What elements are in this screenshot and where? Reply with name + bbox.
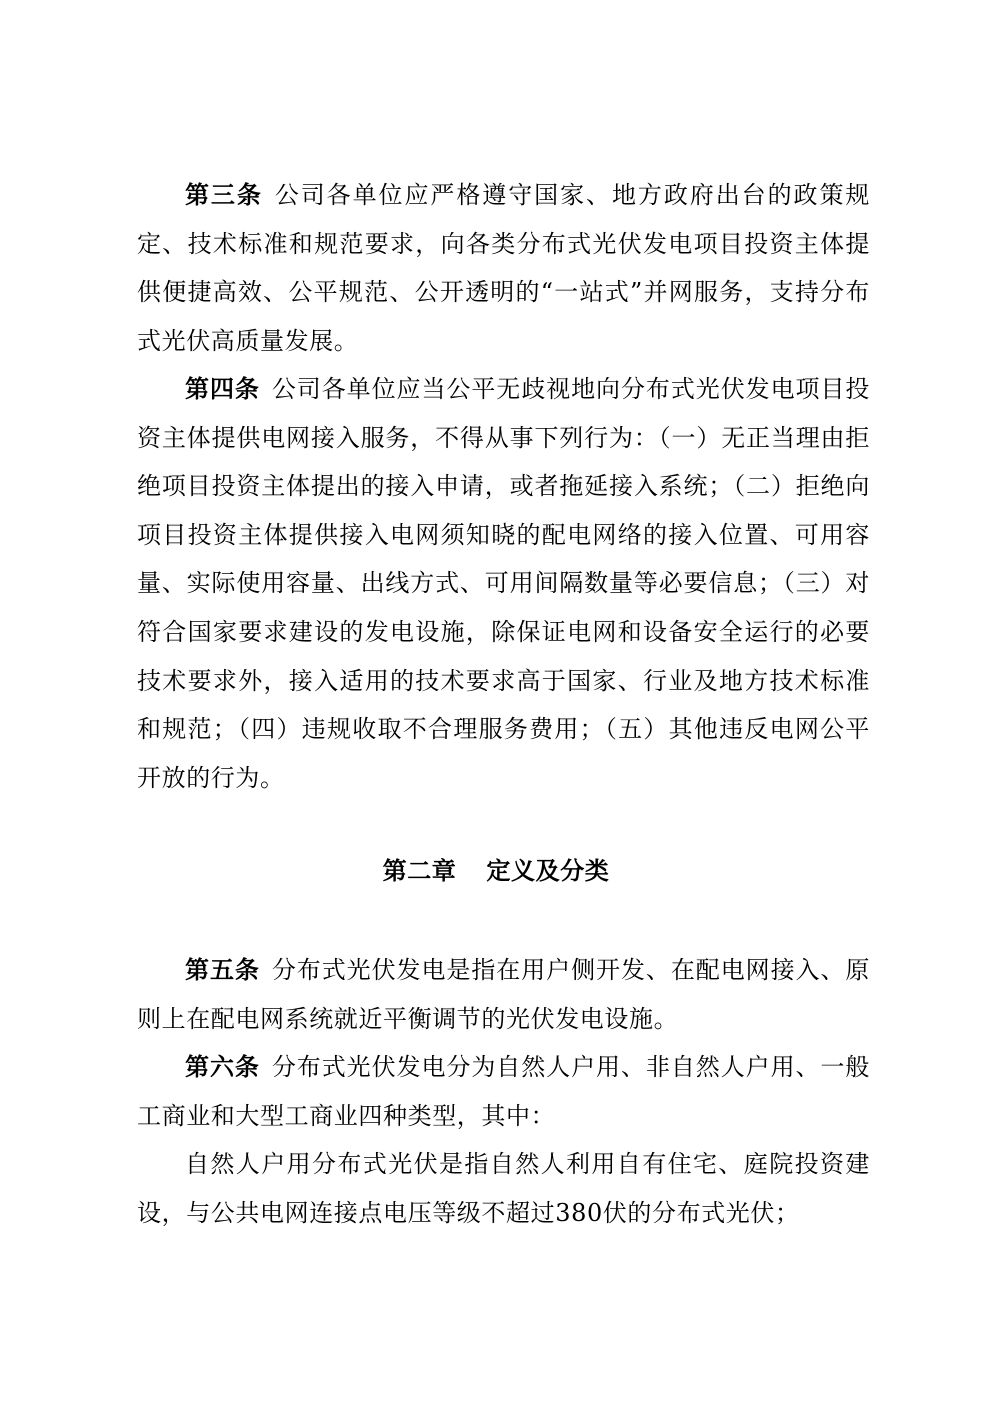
article-5-text: 分布式光伏发电是指在用户侧开发、在配电网接入、原则上在配电网系统就近平衡调节的光伏发电设施。 bbox=[137, 956, 870, 1033]
article-4-heading: 第四条 bbox=[185, 375, 260, 403]
article-3 bbox=[137, 171, 870, 365]
article-6 bbox=[137, 1043, 870, 1140]
article-6-text: 分布式光伏发电分为自然人户用、非自然人户用、一般工商业和大型工商业四种类型，其中： bbox=[137, 1053, 870, 1130]
article-6-heading: 第六条 bbox=[185, 1053, 260, 1081]
chapter-number: 第二章 bbox=[382, 857, 457, 885]
article-3-heading: 第三条 bbox=[185, 181, 263, 209]
article-4-text: 公司各单位应当公平无歧视地向分布式光伏发电项目投资主体提供电网接入服务，不得从事下列行为：（一）无正当理由拒绝项目投资主体提出的接入申请，或者拖延接入系统；（二）拒绝向项目投资主体提供接入电网须知晓的配电网络的接入位置、可用容量、实际使用容量、出线方式、可用间隔数量等必要信息；（三）对符合国家要求建设的发电设施，除保证电网和设备安全运行的必要技术要求外，接入适用的技术要求高于国家、行业及地方技术标准和规范；（四）违规收取不合理服务费用；（五）其他违反电网公平开放的行为。 bbox=[137, 375, 870, 792]
article-4 bbox=[137, 365, 870, 802]
article-5 bbox=[137, 946, 870, 1043]
chapter-title: 定义及分类 bbox=[486, 857, 610, 885]
article-5-heading: 第五条 bbox=[185, 956, 260, 984]
chapter-heading bbox=[0, 851, 992, 891]
paragraph-natural-person: 自然人户用分布式光伏是指自然人利用自有住宅、庭院投资建设，与公共电网连接点电压等级不超过380伏的分布式光伏； bbox=[137, 1150, 870, 1227]
article-3-text: 公司各单位应严格遵守国家、地方政府出台的政策规定、技术标准和规范要求，向各类分布式光伏发电项目投资主体提供便捷高效、公平规范、公开透明的“一站式”并网服务，支持分布式光伏高质量发展。 bbox=[137, 181, 870, 355]
